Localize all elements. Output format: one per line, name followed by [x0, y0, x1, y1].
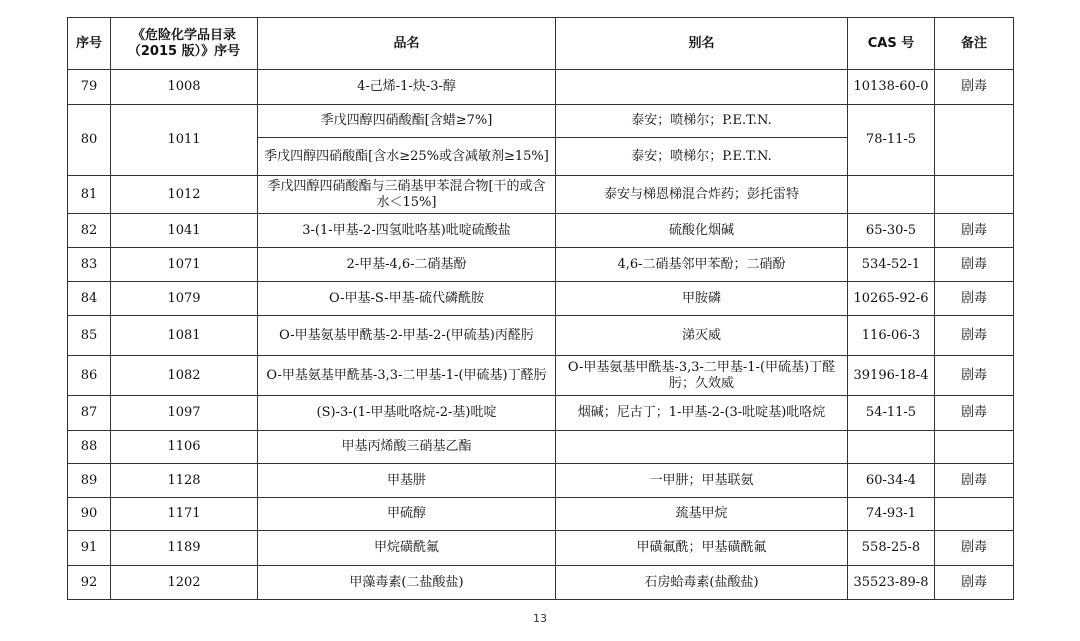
cell-catalog-seq: 1082 [111, 356, 258, 396]
cell-catalog-seq: 1012 [111, 176, 258, 214]
cell-name: O-甲基氨基甲酰基-2-甲基-2-(甲硫基)丙醛肟 [258, 316, 556, 356]
cell-note [935, 176, 1014, 214]
cell-note: 剧毒 [935, 396, 1014, 431]
cell-alias: 涕灭威 [556, 316, 848, 356]
cell-name: 甲烷磺酰氟 [258, 531, 556, 566]
page-number: 13 [533, 612, 547, 625]
header-catalog-seq [111, 18, 258, 70]
cell-note: 剧毒 [935, 531, 1014, 566]
cell-alias: 4,6-二硝基邻甲苯酚；二硝酚 [556, 248, 848, 282]
cell-alias: 泰安与梯恩梯混合炸药；彭托雷特 [556, 176, 848, 214]
cell-catalog-seq: 1011 [111, 105, 258, 176]
cell-cas: 116-06-3 [848, 316, 935, 356]
cell-name: (S)-3-(1-甲基吡咯烷-2-基)吡啶 [258, 396, 556, 431]
header-catalog-seq-line2: （2015 版）》序号 [127, 43, 241, 59]
cell-note: 剧毒 [935, 248, 1014, 282]
cell-note: 剧毒 [935, 356, 1014, 396]
chemicals-table [67, 17, 1014, 600]
table-row [68, 248, 1014, 282]
cell-catalog-seq: 1128 [111, 464, 258, 498]
cell-name: O-甲基-S-甲基-硫代磷酰胺 [258, 282, 556, 316]
header-cas: CAS 号 [848, 18, 935, 70]
cell-alias: 甲磺氟酰；甲基磺酰氟 [556, 531, 848, 566]
cell-cas: 10138-60-0 [848, 70, 935, 105]
cell-seq: 92 [68, 566, 111, 600]
cell-note: 剧毒 [935, 70, 1014, 105]
cell-seq: 79 [68, 70, 111, 105]
cell-note [935, 498, 1014, 531]
header-catalog-seq-line1: 《危险化学品目录 [131, 27, 236, 43]
cell-catalog-seq: 1071 [111, 248, 258, 282]
table-row [68, 70, 1014, 105]
table-row [68, 396, 1014, 431]
cell-cas: 35523-89-8 [848, 566, 935, 600]
table-row [68, 566, 1014, 600]
cell-cas: 65-30-5 [848, 214, 935, 248]
header-note: 备注 [935, 18, 1014, 70]
cell-cas: 10265-92-6 [848, 282, 935, 316]
cell-seq: 84 [68, 282, 111, 316]
cell-note: 剧毒 [935, 214, 1014, 248]
cell-name: 甲藻毒素(二盐酸盐) [258, 566, 556, 600]
table-row [68, 464, 1014, 498]
cell-note [935, 105, 1014, 176]
cell-catalog-seq: 1079 [111, 282, 258, 316]
cell-cas [848, 176, 935, 214]
table-row [68, 282, 1014, 316]
cell-alias: 泰安；喷梯尔；P.E.T.N. [556, 105, 848, 138]
cell-alias: 石房蛤毒素(盐酸盐) [556, 566, 848, 600]
cell-note: 剧毒 [935, 566, 1014, 600]
cell-alias: 巯基甲烷 [556, 498, 848, 531]
header-name: 品名 [258, 18, 556, 70]
cell-catalog-seq: 1041 [111, 214, 258, 248]
cell-seq: 82 [68, 214, 111, 248]
cell-name: 2-甲基-4,6-二硝基酚 [258, 248, 556, 282]
cell-seq: 90 [68, 498, 111, 531]
cell-seq: 87 [68, 396, 111, 431]
cell-seq: 80 [68, 105, 111, 176]
cell-cas [848, 431, 935, 464]
cell-catalog-seq: 1008 [111, 70, 258, 105]
cell-alias: 泰安；喷梯尔；P.E.T.N. [556, 138, 848, 176]
cell-catalog-seq: 1202 [111, 566, 258, 600]
cell-note [935, 431, 1014, 464]
header-alias: 别名 [556, 18, 848, 70]
cell-catalog-seq: 1106 [111, 431, 258, 464]
cell-note: 剧毒 [935, 282, 1014, 316]
cell-name: 季戊四醇四硝酸酯与三硝基甲苯混合物[干的或含水＜15%] [258, 176, 556, 214]
cell-seq: 81 [68, 176, 111, 214]
table-row [68, 531, 1014, 566]
cell-catalog-seq: 1171 [111, 498, 258, 531]
cell-cas: 54-11-5 [848, 396, 935, 431]
table-row [68, 431, 1014, 464]
cell-alias: O-甲基氨基甲酰基-3,3-二甲基-1-(甲硫基)丁醛肟；久效威 [556, 356, 848, 396]
table-row [68, 356, 1014, 396]
cell-name: 季戊四醇四硝酸酯[含水≥25%或含减敏剂≥15%] [258, 138, 556, 176]
cell-catalog-seq: 1097 [111, 396, 258, 431]
cell-name: O-甲基氨基甲酰基-3,3-二甲基-1-(甲硫基)丁醛肟 [258, 356, 556, 396]
cell-alias: 一甲肼；甲基联氨 [556, 464, 848, 498]
cell-catalog-seq: 1189 [111, 531, 258, 566]
table-row [68, 176, 1014, 214]
cell-note: 剧毒 [935, 464, 1014, 498]
cell-name: 甲基肼 [258, 464, 556, 498]
cell-alias: 甲胺磷 [556, 282, 848, 316]
table-row [68, 498, 1014, 531]
cell-alias [556, 70, 848, 105]
cell-seq: 91 [68, 531, 111, 566]
cell-seq: 86 [68, 356, 111, 396]
cell-seq: 89 [68, 464, 111, 498]
cell-seq: 88 [68, 431, 111, 464]
header-row [68, 18, 1014, 70]
cell-alias: 烟碱；尼古丁；1-甲基-2-(3-吡啶基)吡咯烷 [556, 396, 848, 431]
cell-cas: 558-25-8 [848, 531, 935, 566]
cell-cas: 78-11-5 [848, 105, 935, 176]
cell-catalog-seq: 1081 [111, 316, 258, 356]
cell-note: 剧毒 [935, 316, 1014, 356]
table-row [68, 105, 1014, 138]
cell-name: 甲硫醇 [258, 498, 556, 531]
cell-seq: 83 [68, 248, 111, 282]
cell-name: 4-己烯-1-炔-3-醇 [258, 70, 556, 105]
cell-cas: 534-52-1 [848, 248, 935, 282]
cell-name: 季戊四醇四硝酸酯[含蜡≥7%] [258, 105, 556, 138]
table-row [68, 214, 1014, 248]
cell-alias: 硫酸化烟碱 [556, 214, 848, 248]
cell-seq: 85 [68, 316, 111, 356]
cell-cas: 60-34-4 [848, 464, 935, 498]
cell-cas: 39196-18-4 [848, 356, 935, 396]
header-seq: 序号 [68, 18, 111, 70]
cell-name: 3-(1-甲基-2-四氢吡咯基)吡啶硫酸盐 [258, 214, 556, 248]
cell-alias [556, 431, 848, 464]
table-row [68, 316, 1014, 356]
cell-cas: 74-93-1 [848, 498, 935, 531]
cell-name: 甲基丙烯酸三硝基乙酯 [258, 431, 556, 464]
